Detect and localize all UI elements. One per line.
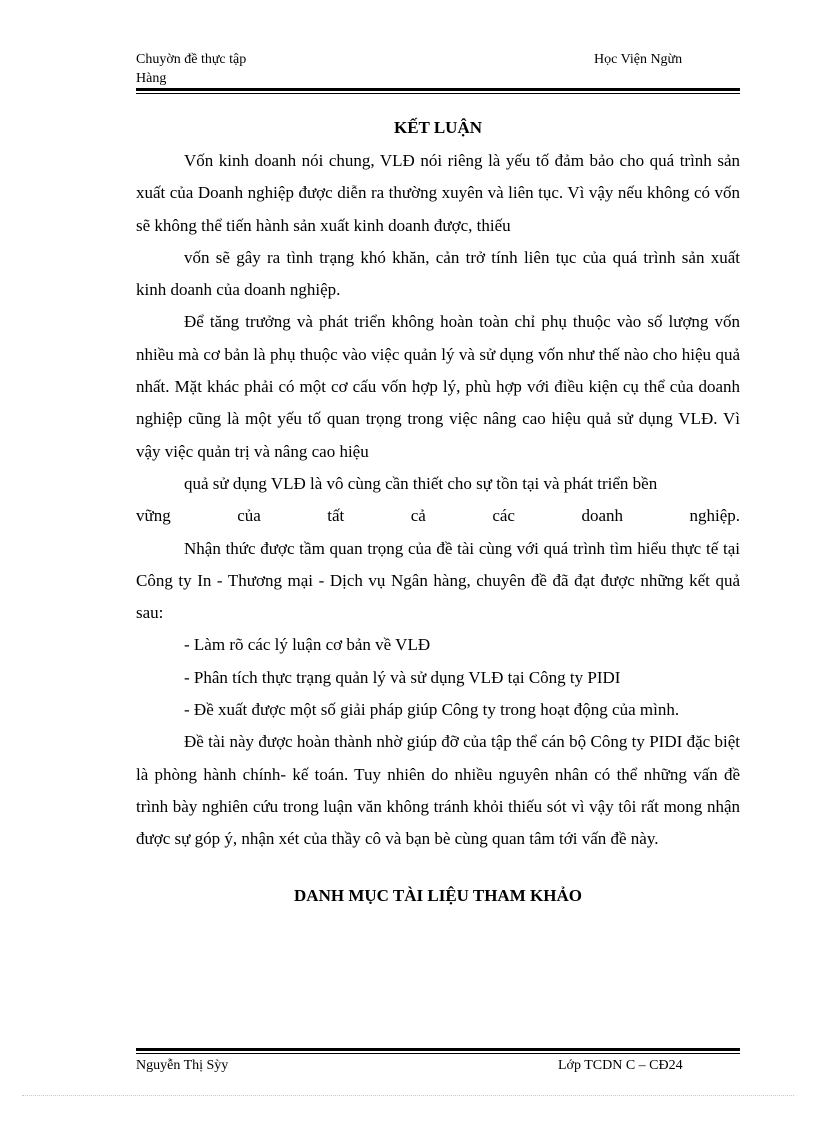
references-title: DANH MỤC TÀI LIỆU THAM KHẢO (294, 885, 582, 905)
paragraph-6: Đề tài này được hoàn thành nhờ giúp đỡ của tập thể cán bộ Công ty PIDI đặc biệt là phòng hành chính- kế toán. Tuy nhiên do nhiều nguyên nhân có thể những vấn đề trình bày nghiên cứu trong luận văn không tránh khỏi thiếu sót vì vậy tôi rất mong nhận được sự góp ý, nhận xét của thầy cô và bạn bè cùng quan tâm tới vấn đề này. (136, 732, 740, 849)
paragraph-4b: vững của tất cả các doanh nghiệp. (136, 506, 740, 526)
bullet-item: - Đề xuất được một số giải pháp giúp Công ty trong hoạt động của mình. (184, 700, 680, 720)
paragraph-4a: quả sử dụng VLĐ là vô cùng cần thiết cho sự tồn tại và phát triển bền (184, 473, 658, 493)
page-content (136, 118, 740, 906)
bullet-item: - Phân tích thực trạng quản lý và sử dụng VLĐ tại Công ty PIDI (184, 667, 621, 687)
footer-class: Lớp TCDN C – CĐ24 (558, 1058, 683, 1073)
header-left-line1: Chuyờn đề thực tập (136, 52, 247, 67)
footer-author: Nguyễn Thị Sỳy (136, 1058, 229, 1073)
page-bottom-divider (22, 1095, 794, 1096)
header-rule (136, 88, 740, 94)
paragraph-1: Vốn kinh doanh nói chung, VLĐ nói riêng là yếu tố đảm bảo cho quá trình sản xuất của Doanh nghiệp được diễn ra thường xuyên và liên tục. Vì vậy nếu không có vốn sẽ không thể tiến hành sản xuất kinh doanh được, thiếu (136, 151, 740, 235)
page-title: KẾT LUẬN (393, 118, 482, 137)
header-right: Học Viện Ngừn (594, 52, 683, 67)
bullet-item: - Làm rõ các lý luận cơ bản về VLĐ (184, 635, 431, 655)
header-left (136, 50, 246, 88)
header-left-line2: Hàng (136, 71, 167, 86)
paragraph-5: Nhận thức được tầm quan trọng của đề tài cùng với quá trình tìm hiểu thực tế tại Công ty In - Thương mại - Dịch vụ Ngân hàng, chuyên đề đã đạt được những kết quả sau: (136, 538, 740, 623)
paragraph-3: Để tăng trưởng và phát triển không hoàn toàn chỉ phụ thuộc vào số lượng vốn nhiều mà cơ bản là phụ thuộc vào việc quản lý và sử dụng vốn như thế nào cho hiệu quả nhất. Mặt khác phải có một cơ cấu vốn hợp lý, phù hợp với điều kiện cụ thể của doanh nghiệp cũng là một yếu tố quan trọng trong việc nâng cao hiệu quả sử dụng VLĐ. Vì vậy việc quản trị và nâng cao hiệu (136, 312, 740, 461)
footer-rule (136, 1048, 740, 1054)
paragraph-2: vốn sẽ gây ra tình trạng khó khăn, cản trở tính liên tục của quá trình sản xuất kinh doanh của doanh nghiệp. (136, 247, 740, 300)
